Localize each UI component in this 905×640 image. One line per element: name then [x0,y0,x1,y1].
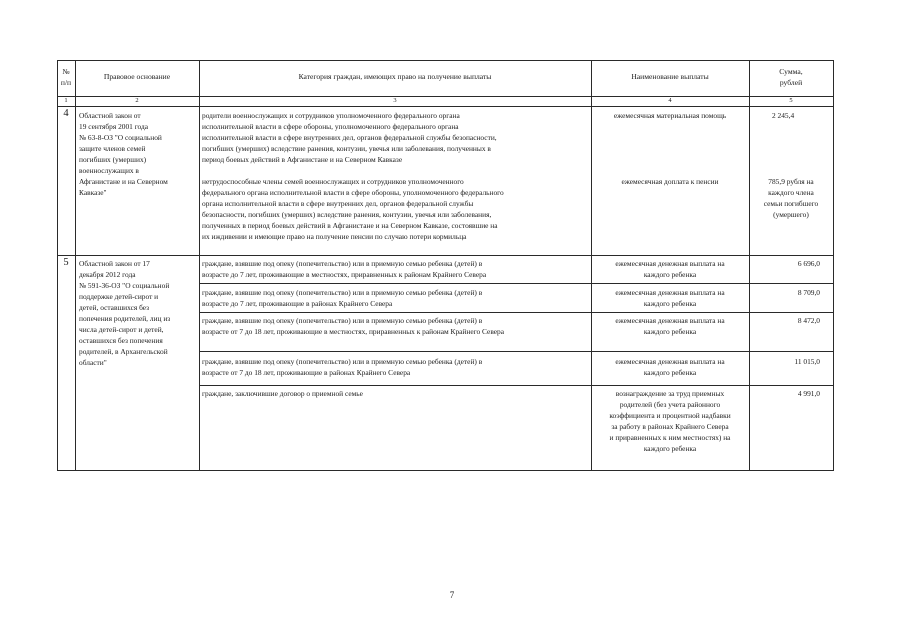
amount-cell: 6 696,0 [797,259,820,268]
text-line: Кавказе" [79,188,107,197]
text-line: ежемесячная денежная выплата на [615,357,725,366]
amount-cell: 8 472,0 [797,316,820,325]
row-number: 5 [63,257,69,268]
text-line: нетрудоспособные члены семей военнослужащих и сотрудников уполномоченного [202,177,464,186]
amount-cell: 4 991,0 [797,389,820,398]
grid-line [57,470,834,471]
text-line: погибших (умерших) вследствие ранения, контузии, увечья или заболевания, полученных в [202,144,491,153]
text-line: семьи погибшего [763,199,819,208]
text-line: граждане, взявшие под опеку (попечительство) или в приемную семью ребенка (детей) в [202,259,483,268]
text-line: Афганистане и на Северном [79,177,168,186]
header-category: Категория граждан, имеющих право на получение выплаты [298,72,492,81]
grid-line [199,351,834,352]
text-line: возрасте до 7 лет, проживающие в местностях, приравненных к районам Крайнего Севера [202,270,487,279]
text-line: 19 сентября 2001 года [79,122,149,131]
grid-line [199,312,834,313]
text-line: детей, оставшихся без [79,303,150,312]
grid-line [833,60,834,471]
text-line: № 63-8-ОЗ "О социальной [79,133,162,142]
page-number: 7 [449,590,455,600]
column-number: 4 [668,97,672,104]
grid-line [57,255,834,256]
text-line: военнослужащих в [79,166,139,175]
text-line: Областной закон от 17 [79,259,150,268]
text-line: родителей, в Архангельской [79,347,168,356]
text-line: возрасте от 7 до 18 лет, проживающие в местностях, приравненных к районам Крайнего Севера [202,327,505,336]
text-line: граждане, взявшие под опеку (попечительство) или в приемную семью ребенка (детей) в [202,316,483,325]
payment-name-cell: ежемесячная материальная помощь [613,111,727,120]
text-line: каждого ребенка [643,444,697,453]
text-line: ежемесячная денежная выплата на [615,259,725,268]
text-line: исполнительной власти в сфере внутренних дел, органов федеральной службы безопасности, [202,133,497,142]
text-line: родители военнослужащих и сотрудников уполномоченного федерального органа [202,111,460,120]
text-line: каждого ребенка [643,270,697,279]
column-number: 1 [64,97,68,104]
text-line: погибших (умерших) [79,155,147,164]
text-line: период боевых действий в Афганистане и на Северном Кавказе [202,155,403,164]
text-line: (умершего) [773,210,809,219]
text-line: поддержке детей-сирот и [79,292,159,301]
text-line: органа исполнительной власти в сфере внутренних дел, органов федеральной службы [202,199,474,208]
amount-cell: 8 709,0 [797,288,820,297]
text-line: безопасности, погибших (умерших) вследствие ранения, контузии, увечья или заболевания, [202,210,492,219]
text-line: полученных в период боевых действий в Афганистане и на Северном Кавказе, состоявшие на [202,221,498,230]
grid-line [57,60,834,61]
text-line: вознаграждение за труд приемных [615,389,725,398]
grid-line [199,60,200,471]
text-line: коэффициента и процентной надбавки [609,411,731,420]
text-line: 785,9 рубля на [768,177,814,186]
text-line: оставшихся без попечения [79,336,163,345]
row-number: 4 [63,108,69,119]
text-line: ежемесячная денежная выплата на [615,316,725,325]
text-line: граждане, взявшие под опеку (попечительство) или в приемную семью ребенка (детей) в [202,357,483,366]
text-line: каждого ребенка [643,299,697,308]
column-number: 3 [393,97,397,104]
column-number: 5 [789,97,793,104]
payment-name-cell: ежемесячная доплата к пенсии [621,177,719,186]
text-line: каждого ребенка [643,327,697,336]
text-line: защите членов семей [79,144,146,153]
text-line: каждого члена [768,188,814,197]
grid-line [199,385,834,386]
text-line: области" [79,358,107,367]
text-line: за работу в районах Крайнего Севера [611,422,729,431]
text-line: № 591-36-ОЗ "О социальной [79,281,170,290]
grid-line [75,60,76,471]
text-line: и приравненных к ним местностях) на [609,433,731,442]
text-line: исполнительной власти в сфере обороны, уполномоченного федерального органа [202,122,459,131]
text-line: федерального органа исполнительной власти в сфере обороны, уполномоченного федерального [202,188,504,197]
text-line: возрасте от 7 до 18 лет, проживающие в районах Крайнего Севера [202,368,411,377]
header-num-label: п/п [60,78,72,87]
text-line: ежемесячная денежная выплата на [615,288,725,297]
text-line: родителей (без учета районного [619,400,721,409]
text-line: каждого ребенка [643,368,697,377]
header-legal-basis: Правовое основание [103,72,171,81]
text-line: декабря 2012 года [79,270,136,279]
text-line: Областной закон от [79,111,141,120]
amount-cell: 11 015,0 [794,357,820,366]
header-payment-name: Наименование выплаты [631,72,709,81]
column-number: 2 [135,97,139,104]
grid-line [199,283,834,284]
header-amount: Сумма, [779,67,803,76]
header-amount: рублей [779,78,803,87]
header-num-label: № [62,67,70,76]
text-line: их иждивении и имеющие право на получение пенсии по случаю потери кормильца [202,232,467,241]
grid-line [57,106,834,107]
amount-cell: 2 245,4 [772,111,795,120]
text-line: возрасте до 7 лет, проживающие в районах Крайнего Севера [202,299,393,308]
text-line: числа детей-сирот и детей, [79,325,164,334]
text-line: попечения родителей, лиц из [79,314,171,323]
text-line: граждане, взявшие под опеку (попечительство) или в приемную семью ребенка (детей) в [202,288,483,297]
text-line: граждане, заключившие договор о приемной семье [202,389,363,398]
